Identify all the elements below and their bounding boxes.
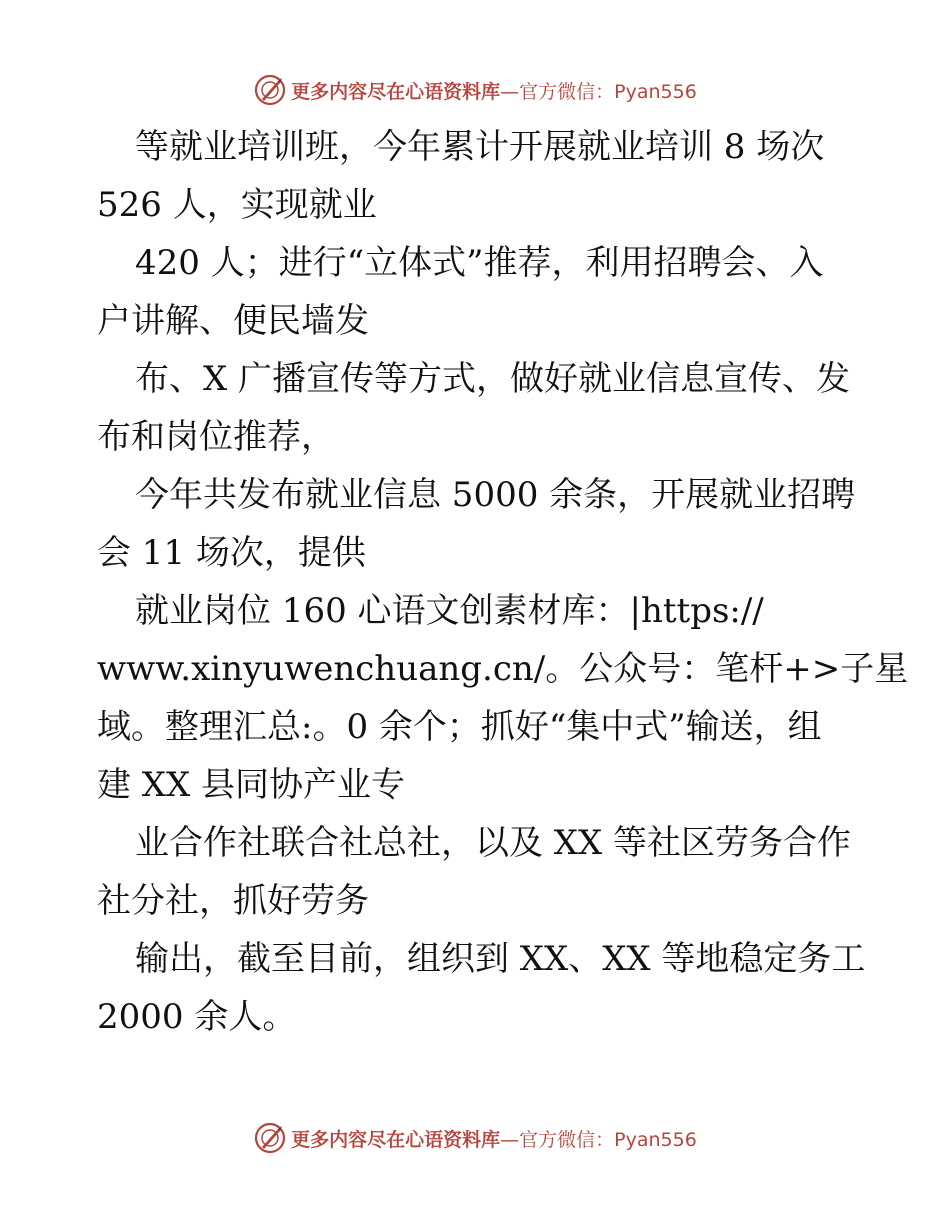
text-line: 社分社，抓好劳务 (97, 881, 369, 921)
text-line: 布、X 广播宣传等方式，做好就业信息宣传、发 (135, 359, 851, 399)
footer-banner-title: 更多内容尽在心语资料库 (291, 1128, 501, 1151)
brand-logo-icon (253, 1121, 287, 1155)
text-line: 业合作社联合社总社，以及 XX 等社区劳务合作 (135, 823, 852, 863)
text-line: 户讲解、便民墙发 (97, 301, 369, 341)
text-line: 就业岗位 160 心语文创素材库：|https:// (135, 591, 764, 631)
text-line: 建 XX 县同协产业专 (97, 765, 406, 805)
text-line: 会 11 场次，提供 (97, 533, 366, 573)
footer-banner (0, 1118, 950, 1158)
document-body (97, 118, 909, 1046)
text-line: 今年共发布就业信息 5000 余条，开展就业招聘 (135, 475, 856, 515)
footer-banner-contact: —官方微信：Pyan556 (500, 1128, 697, 1151)
text-line: 526 人，实现就业 (97, 185, 377, 225)
text-line: www.xinyuwenchuang.cn/。公众号：笔杆+>子星 (97, 649, 909, 689)
text-line: 等就业培训班，今年累计开展就业培训 8 场次 (135, 127, 825, 167)
header-banner (0, 70, 950, 110)
header-banner-title: 更多内容尽在心语资料库 (291, 80, 501, 103)
text-line: 2000 余人。 (97, 997, 297, 1037)
text-line: 420 人；进行“立体式”推荐，利用招聘会、入 (135, 243, 824, 283)
text-line: 输出，截至目前，组织到 XX、XX 等地稳定务工 (135, 939, 866, 979)
text-line: 布和岗位推荐， (97, 417, 335, 457)
text-line: 域。整理汇总:。0 余个；抓好“集中式”输送，组 (97, 707, 822, 747)
header-banner-contact: —官方微信：Pyan556 (500, 80, 697, 103)
brand-logo-icon (253, 73, 287, 107)
